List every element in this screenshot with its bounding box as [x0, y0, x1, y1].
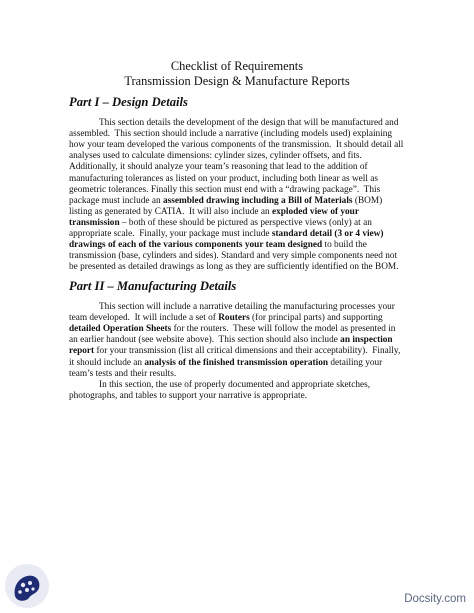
- paragraph-line: [69, 174, 378, 185]
- paragraph-line: [69, 185, 380, 196]
- document-subtitle: Transmission Design & Manufacture Reports: [124, 74, 350, 88]
- paragraph-line: [69, 251, 397, 262]
- bold-text: standard detail (3 or 4 view): [271, 229, 384, 239]
- docsity-watermark: Docsity.com: [404, 593, 466, 605]
- text-run: it should include an: [69, 357, 145, 368]
- text-run: appropriate scale. Finally, your package must include: [69, 229, 272, 239]
- paragraph-line: [69, 346, 400, 357]
- part2-heading: Part II – Manufacturing Details: [69, 279, 237, 293]
- text-run: – both of these should be pictured as perspective views (only) at an: [119, 217, 372, 228]
- text-run: team’s tests and their results.: [69, 368, 177, 379]
- text-run: manufacturing tolerances as listed on your product, including both linear as well as: [69, 173, 379, 184]
- bold-text: an inspection: [340, 335, 393, 346]
- text-run: for your transmission (list all critical dimensions and their acceptability). Finally,: [94, 346, 401, 357]
- text-run: how your team developed the various components of the transmission. It should detail all: [69, 140, 404, 151]
- paragraph-line: [69, 335, 393, 346]
- paragraph-line: [69, 391, 307, 402]
- paragraph-line: [69, 196, 382, 207]
- text-run: to build the: [322, 240, 367, 251]
- paragraph-line: [69, 162, 368, 173]
- paragraph-line: [69, 207, 359, 218]
- paragraph-line: [69, 324, 395, 335]
- bold-text: report: [69, 346, 95, 357]
- paragraph-line: [69, 218, 372, 229]
- paragraph-line: [69, 358, 382, 369]
- text-run: Additionally, it should analyze your team’s reasoning that lead to the addition of: [69, 162, 368, 173]
- text-run: assembled. This section should include a narrative (including models used) explaining: [69, 129, 393, 140]
- paragraph-line: [69, 229, 384, 240]
- text-run: detailing your: [328, 357, 383, 368]
- bold-text: exploded view of your: [271, 206, 359, 217]
- paragraph-line: [99, 118, 398, 129]
- text-run: listing as generated by CATIA. It will also include an: [69, 206, 272, 217]
- bold-text: assembled drawing including a Bill of Materials: [162, 195, 353, 206]
- text-run: photographs, and tables to support your narrative is appropriate.: [69, 390, 308, 401]
- text-run: analyses used to calculate dimensions: cylinder sizes, cylinder offsets, and fits.: [69, 151, 362, 162]
- text-run: an earlier handout (see website above). This section should also include: [69, 335, 341, 346]
- paragraph-line: [69, 151, 362, 162]
- text-run: This section will include a narrative detailing the manufacturing processes your: [99, 302, 395, 312]
- document-title: Checklist of Requirements: [170, 59, 304, 73]
- bold-text: drawings of each of the various components your team designed: [69, 240, 323, 251]
- text-run: geometric tolerances. Finally this section must end with a “drawing package”. This: [69, 184, 381, 195]
- paragraph-line: [69, 369, 176, 380]
- bold-text: detailed Operation Sheets: [69, 324, 172, 335]
- bold-text: transmission: [69, 217, 120, 228]
- paragraph-line: [69, 140, 403, 151]
- paragraph-line: [69, 240, 367, 251]
- bold-text: Routers: [218, 313, 250, 324]
- text-run: be presented as detailed drawings as long as they are sufficiently identified on the BOM.: [69, 262, 399, 273]
- bold-text: analysis of the finished transmission operation: [144, 357, 329, 368]
- text-run: (for principal parts) and supporting: [249, 313, 383, 324]
- paragraph-line: [99, 380, 370, 391]
- paragraph-line: [69, 262, 399, 273]
- text-run: transmission (base, cylinders and sides). Standard and very simple components need not: [69, 251, 398, 262]
- text-run: team developed. It will include a set of: [69, 313, 219, 324]
- paragraph-line: [99, 302, 395, 313]
- text-run: In this section, the use of properly documented and appropriate sketches,: [99, 379, 371, 390]
- docsity-logo-icon: [5, 564, 49, 608]
- paragraph-line: [69, 313, 383, 324]
- text-run: This section details the development of the design that will be manufactured and: [99, 118, 399, 128]
- text-run: for the routers. These will follow the model as presented in: [171, 324, 396, 335]
- text-run: package must include an: [69, 195, 163, 206]
- text-run: (BOM): [352, 195, 383, 206]
- part1-heading: Part I – Design Details: [69, 95, 188, 109]
- paragraph-line: [69, 129, 392, 140]
